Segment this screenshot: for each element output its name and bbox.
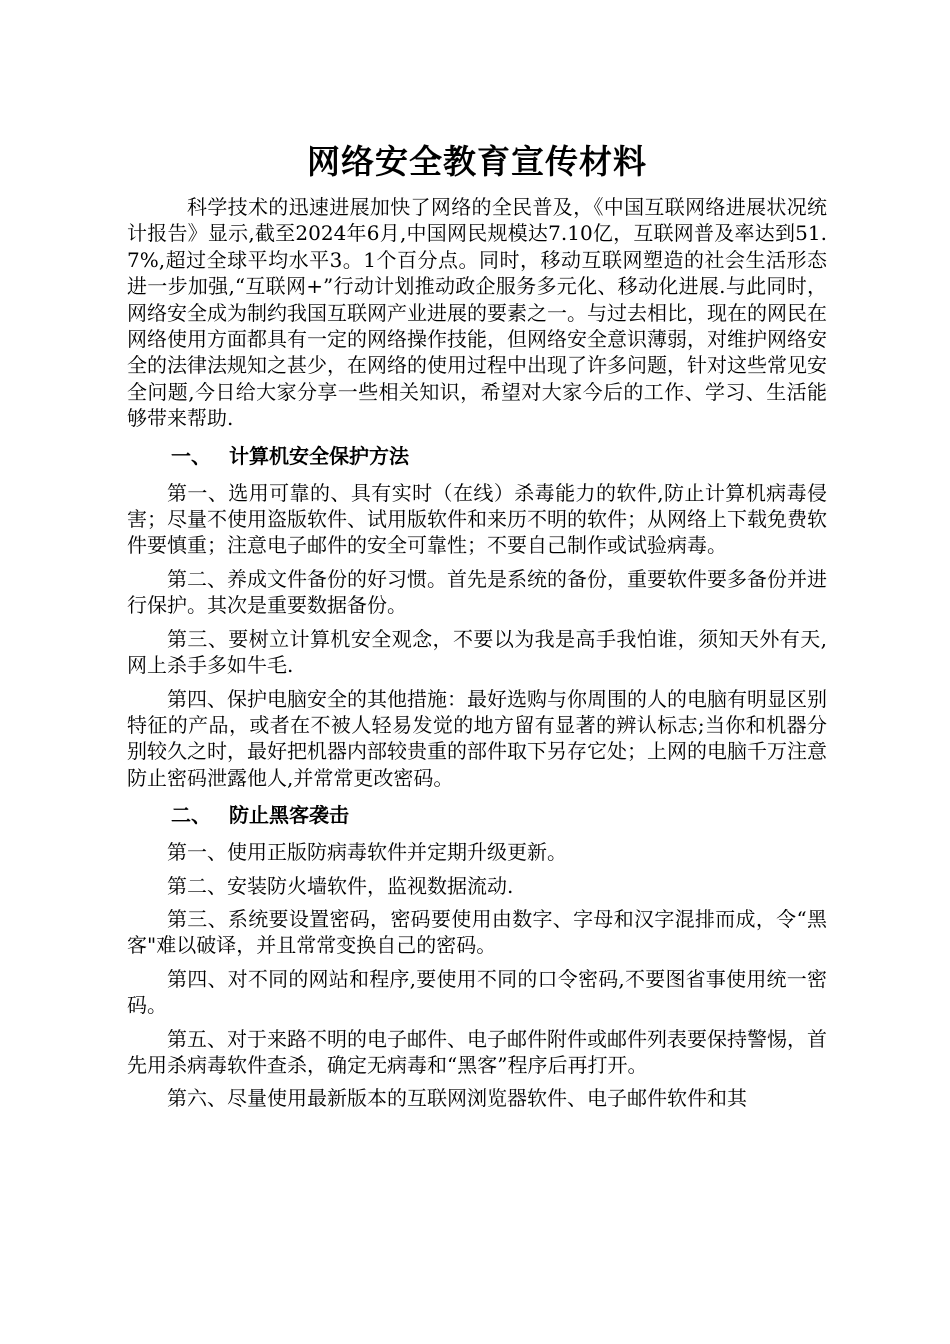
section-heading-1 bbox=[127, 442, 827, 470]
section-heading-text: 计算机安全保护方法 bbox=[229, 443, 409, 468]
section-1-paragraph-4: 第四、保护电脑安全的其他措施：最好选购与你周围的人的电脑有明显区别特征的产品，或者在不被人轻易发觉的地方留有显著的辨认标志;当你和机器分别较久之时，最好把机器内部较贵重的部件取下另存它处；上网的电脑千万注意防止密码泄露他人,并常常更改密码。 bbox=[127, 686, 827, 790]
section-2-paragraph-5: 第五、对于来路不明的电子邮件、电子邮件附件或邮件列表要保持警惕，首先用杀病毒软件查杀，确定无病毒和“黑客”程序后再打开。 bbox=[127, 1026, 827, 1077]
section-heading-2 bbox=[127, 801, 827, 829]
section-1-paragraph-2: 第二、养成文件备份的好习惯。首先是系统的备份，重要软件要多备份并进行保护。其次是重要数据备份。 bbox=[127, 566, 827, 618]
section-number: 二、 bbox=[171, 803, 211, 828]
section-2-paragraph-3: 第三、系统要设置密码，密码要使用由数字、字母和汉字混排而成，令“黑客"难以破译，并且常常变换自己的密码。 bbox=[127, 906, 827, 958]
document-title: 网络安全教育宣传材料 bbox=[307, 142, 647, 181]
document-page bbox=[127, 140, 827, 1119]
intro-paragraph: 科学技术的迅速进展加快了网络的全民普及，《中国互联网络进展状况统计报告》显示,截至2024年6月,中国网民规模达7.10亿，互联网普及率达到51.7%,超过全球平均水平3。1个百分点。同时，移动互联网塑造的社会生活形态进一步加强,“互联网+”行动计划推动政企服务多元化、移动化进展.与此同时，网络安全成为制约我国互联网产业进展的要素之一。与过去相比，现在的网民在网络使用方面都具有一定的网络操作技能，但网络安全意识薄弱，对维护网络安全的法律法规知之甚少，在网络的使用过程中出现了许多问题，针对这些常见安全问题,今日给大家分享一些相关知识，希望对大家今后的工作、学习、生活能够带来帮助. bbox=[127, 195, 827, 431]
section-1-paragraph-1: 第一、选用可靠的、具有实时（在线）杀毒能力的软件,防止计算机病毒侵害；尽量不使用盗版软件、试用版软件和来历不明的软件；从网络上下载免费软件要慎重；注意电子邮件的安全可靠性；不要自己制作或试验病毒。 bbox=[127, 480, 827, 558]
section-1-paragraph-3: 第三、要树立计算机安全观念，不要以为我是高手我怕谁，须知天外有天,网上杀手多如牛毛. bbox=[127, 626, 827, 678]
section-number: 一、 bbox=[171, 443, 211, 468]
section-2-paragraph-4: 第四、对不同的网站和程序,要使用不同的口令密码,不要图省事使用统一密码。 bbox=[127, 966, 827, 1018]
section-2-paragraph-2: 第二、安装防火墙软件，监视数据流动. bbox=[167, 873, 514, 898]
section-heading-text: 防止黑客袭击 bbox=[229, 803, 349, 828]
section-2-paragraph-1: 第一、使用正版防病毒软件并定期升级更新。 bbox=[167, 840, 567, 865]
section-2-paragraph-6: 第六、尽量使用最新版本的互联网浏览器软件、电子邮件软件和其 bbox=[167, 1086, 747, 1111]
